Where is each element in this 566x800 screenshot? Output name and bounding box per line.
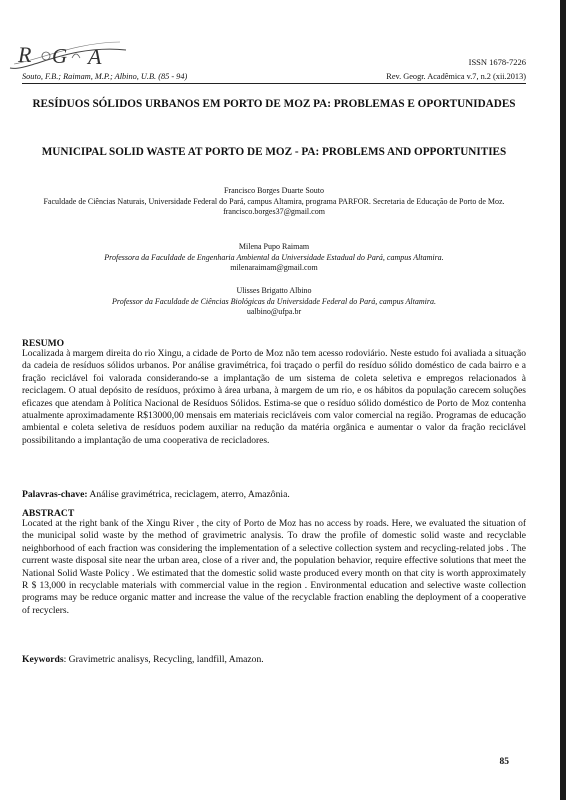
resumo-text: Localizada à margem direita do rio Xingu, a cidade de Porto de Moz não tem acesso rodoviário. Neste estudo foi avaliada a situação da cadeia de resíduos sólidos urbanos. Por análise gravimétrica, foi traçado o perfil do resíduo sólido doméstico de cada bairro e a fração reciclável foi valorada considerando-se a implantação de um sistema de coleta seletiva e empregos relacionados à reciclagem. O atual depósito de resíduos, próximo à área urbana, à margem de um rio, e os hábitos da população carecem soluções eficazes que atendam à Política Nacional de Resíduos Sólidos. Estima-se que o resíduo sólido doméstico de Porto de Moz contenha atualmente aproximadamente R$13000,00 mensais em materiais recicláveis com valor comercial na região. Programas de educação ambiental e coleta seletiva de resíduos podem auxiliar na redução da matéria orgânica e aumentar o valor da fração reciclável possibilitando a implantação de uma cooperativa de recicladores. bbox=[22, 349, 526, 446]
author-name: Ulisses Brigatto Albino bbox=[236, 286, 312, 295]
title-english: MUNICIPAL SOLID WASTE AT PORTO DE MOZ - PA: PROBLEMS AND OPPORTUNITIES bbox=[41, 146, 507, 158]
issn-label: ISSN 1678-7226 bbox=[468, 57, 526, 67]
keywords-label: Keywords bbox=[22, 654, 64, 665]
author-name: Francisco Borges Duarte Souto bbox=[223, 186, 325, 195]
author-block-3 bbox=[22, 286, 526, 318]
resumo-heading: RESUMO bbox=[22, 338, 65, 349]
journal-logo bbox=[8, 38, 128, 72]
citation-header: Souto, F.B.; Raimam, M.P.; Albino, U.B. (85 - 94) bbox=[22, 72, 188, 81]
abstract-heading: ABSTRACT bbox=[22, 508, 75, 519]
svg-text:G: G bbox=[52, 44, 68, 68]
header-divider bbox=[22, 83, 526, 84]
palavras-chave-label: Palavras-chave: bbox=[22, 489, 88, 500]
author-email: ualbino@ufpa.br bbox=[246, 307, 302, 316]
author-block-2 bbox=[22, 242, 526, 274]
author-name: Milena Pupo Raimam bbox=[238, 242, 310, 251]
svg-text:A: A bbox=[88, 44, 102, 69]
page-edge-bar bbox=[560, 0, 566, 800]
palavras-chave-values: Análise gravimétrica, reciclagem, aterro, Amazônia. bbox=[87, 489, 290, 500]
author-affiliation: Professor da Faculdade de Ciências Biológicas da Universidade Federal do Pará, campus Altamira. bbox=[112, 296, 436, 306]
author-email: francisco.borges37@gmail.com bbox=[223, 207, 325, 216]
author-affiliation: Professora da Faculdade de Engenharia Ambiental da Universidade Estadual do Pará, campus Altamira. bbox=[104, 252, 444, 262]
author-affiliation: Faculdade de Ciências Naturais, Universidade Federal do Pará, campus Altamira, programa PARFOR. Secretaria de Educação de Porto de Moz. bbox=[43, 196, 505, 206]
journal-header: Rev. Geogr. Acadêmica v.7, n.2 (xii.2013) bbox=[386, 72, 526, 81]
page-number: 85 bbox=[499, 757, 509, 767]
author-email: milenaraimam@gmail.com bbox=[230, 263, 318, 272]
author-block-1 bbox=[22, 186, 526, 218]
title-portuguese: RESÍDUOS SÓLIDOS URBANOS EM PORTO DE MOZ PA: PROBLEMAS E OPORTUNIDADES bbox=[32, 98, 516, 110]
keywords-values: : Gravimetric analisys, Recycling, landfill, Amazon. bbox=[63, 654, 264, 665]
keywords-line bbox=[22, 654, 264, 665]
abstract-text: Located at the right bank of the Xingu River , the city of Porto de Moz has no access by roads. Here, we evaluated the situation of the municipal solid waste by the method of gravimetric analysis. To draw the profile of domestic solid waste and recyclable neighborhood of each fraction was considering the implementation of a selective collection system and recycling-related jobs . The current waste disposal site near the urban area, close of a river and, the population behavior, require effective solutions that meet the National Solid Waste Policy . We estimated that the domestic solid waste produced every month on that city is worth approximately R $ 13,000 in recyclable materials with commercial value in the region . Environmental education and selective waste collection programs may be reduce organic matter and increase the value of the recyclable fraction enabling the deployment of a cooperative of recyclers. bbox=[22, 519, 526, 616]
svg-text:R: R bbox=[18, 42, 32, 67]
palavras-chave-line bbox=[22, 489, 290, 500]
